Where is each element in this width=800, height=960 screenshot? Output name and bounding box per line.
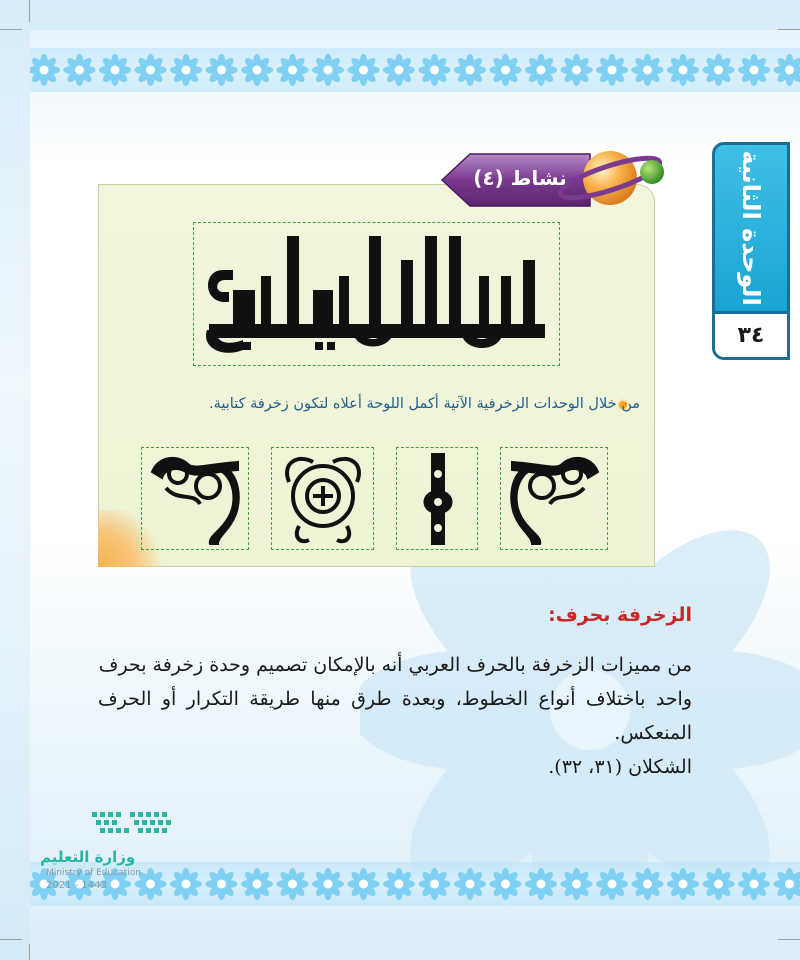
- paragraph-line: الشكلان (٣١، ٣٢).: [548, 756, 692, 778]
- flower-icon: [703, 54, 735, 86]
- flower-icon: [525, 868, 557, 900]
- flower-icon: [525, 54, 557, 86]
- top-flower-border: [30, 48, 800, 92]
- basmala-calligraphy-icon: [203, 230, 551, 360]
- flower-icon: [206, 868, 238, 900]
- section-heading: الزخرفة بحرف:: [548, 604, 692, 626]
- page-number: ٣٤: [712, 314, 790, 360]
- crop-mark: [0, 29, 22, 30]
- flower-icon: [383, 868, 415, 900]
- section-paragraph: [98, 648, 692, 784]
- flower-icon: [419, 868, 451, 900]
- flower-icon: [348, 54, 380, 86]
- crop-mark: [778, 939, 800, 940]
- flower-icon: [490, 54, 522, 86]
- ministry-name-arabic: وزارة التعليم: [40, 848, 136, 866]
- crop-mark: [29, 0, 30, 22]
- ornament-vertical-icon: [420, 452, 456, 546]
- activity-instruction: من خلال الوحدات الزخرفية الآتية أكمل اللوحة أعلاه لتكون زخرفة كتابية.: [208, 396, 640, 412]
- flower-icon: [738, 868, 770, 900]
- flower-icon: [596, 868, 628, 900]
- flower-icon: [170, 54, 202, 86]
- flower-icon: [206, 54, 238, 86]
- flower-icon: [64, 54, 96, 86]
- ministry-name-english: Ministry of Education: [46, 868, 141, 878]
- unit-tab: [712, 142, 790, 314]
- ornament-round-icon: [279, 452, 367, 546]
- crop-mark: [29, 944, 30, 960]
- flower-row-icon: [30, 48, 800, 92]
- paragraph-line: واحد باختلاف أنواع الخطوط، وبعدة طرق منها طريقة التكرار أو الحرف المنعكس.: [98, 688, 692, 744]
- flower-icon: [738, 54, 770, 86]
- flower-icon: [348, 868, 380, 900]
- flower-icon: [490, 868, 522, 900]
- flower-icon: [454, 868, 486, 900]
- paragraph-line: من مميزات الزخرفة بالحرف العربي أنه بالإمكان تصميم وحدة زخرفة بحرف: [98, 654, 692, 676]
- flower-icon: [774, 54, 800, 86]
- flower-icon: [277, 868, 309, 900]
- flower-icon: [99, 54, 131, 86]
- flower-icon: [632, 54, 664, 86]
- crop-mark: [0, 939, 22, 940]
- flower-icon: [454, 54, 486, 86]
- crop-mark: [778, 29, 800, 30]
- flower-icon: [667, 868, 699, 900]
- flower-icon: [383, 54, 415, 86]
- flower-icon: [561, 54, 593, 86]
- flower-icon: [561, 868, 593, 900]
- activity-badge-label: نشاط (٤): [473, 166, 567, 190]
- ornament-corner-right-icon: [506, 452, 602, 546]
- flower-icon: [241, 54, 273, 86]
- flower-icon: [30, 54, 60, 86]
- flower-icon: [774, 868, 800, 900]
- flower-icon: [632, 868, 664, 900]
- edition-year: 2021 - 1443: [46, 880, 107, 891]
- flower-icon: [667, 54, 699, 86]
- flower-icon: [312, 868, 344, 900]
- unit-tab-title: الوحدة الثانية: [737, 150, 765, 306]
- flower-icon: [241, 868, 273, 900]
- flower-icon: [135, 54, 167, 86]
- ornament-corner-left-icon: [148, 452, 244, 546]
- flower-icon: [419, 54, 451, 86]
- flower-icon: [596, 54, 628, 86]
- flower-icon: [703, 868, 735, 900]
- flower-icon: [277, 54, 309, 86]
- flower-icon: [312, 54, 344, 86]
